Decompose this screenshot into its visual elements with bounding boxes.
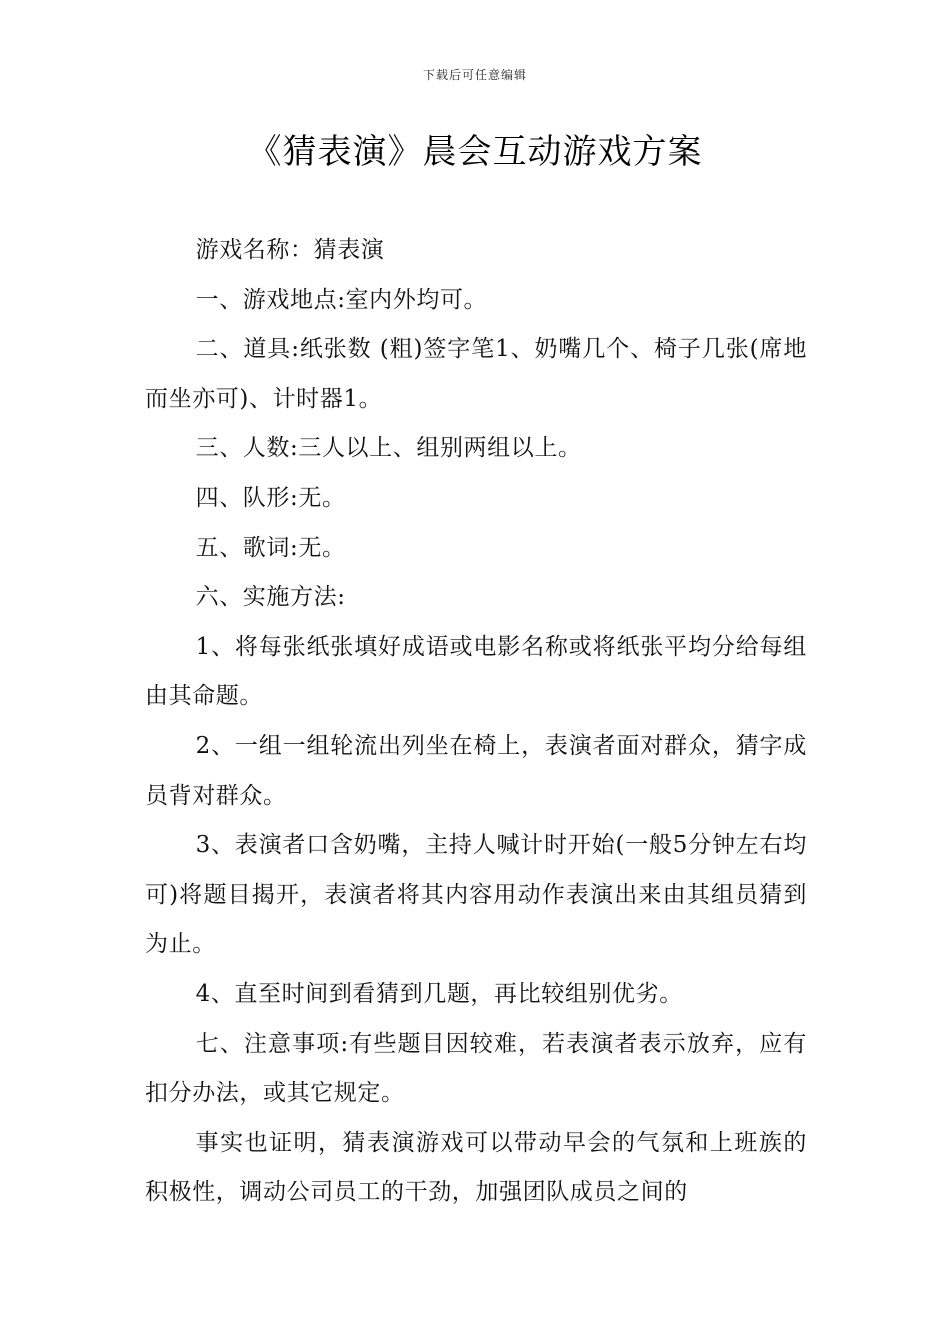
paragraph-conclusion: 事实也证明，猜表演游戏可以带动早会的气氛和上班族的积极性，调动公司员工的干劲，加强团队成员之间的 — [145, 1129, 807, 1206]
paragraph-method-heading: 六、实施方法: — [195, 584, 346, 611]
paragraph-players: 三、人数:三人以上、组别两组以上。 — [195, 435, 582, 462]
paragraph-step-3: 3、表演者口含奶嘴，主持人喊计时开始(一般5分钟左右均可)将题目揭开，表演者将其内容用动作表演出来由其组员猜到为止。 — [145, 832, 807, 958]
document-body — [145, 226, 807, 1218]
paragraph-lyrics: 五、歌词:无。 — [195, 534, 346, 561]
paragraph-props: 二、道具:纸张数 (粗)签字笔1、奶嘴几个、椅子几张(席地而坐亦可)、计时器1。 — [145, 336, 807, 412]
paragraph-step-4: 4、直至时间到看猜到几题，再比较组别优劣。 — [195, 980, 683, 1007]
paragraph-formation: 四、队形:无。 — [195, 484, 346, 511]
paragraph-location: 一、游戏地点:室内外均可。 — [195, 286, 488, 313]
paragraph-step-2: 2、一组一组轮流出列坐在椅上，表演者面对群众，猜字成员背对群众。 — [145, 732, 807, 809]
header-note: 下载后可任意编辑 — [422, 68, 527, 82]
paragraph-step-1: 1、将每张纸张填好成语或电影名称或将纸张平均分给每组由其命题。 — [145, 633, 807, 710]
document-title: 《猜表演》晨会互动游戏方案 — [247, 132, 703, 172]
paragraph-notes: 七、注意事项:有些题目因较难，若表演者表示放弃，应有扣分办法，或其它规定。 — [145, 1030, 807, 1107]
paragraph-game-name: 游戏名称：猜表演 — [195, 237, 385, 263]
